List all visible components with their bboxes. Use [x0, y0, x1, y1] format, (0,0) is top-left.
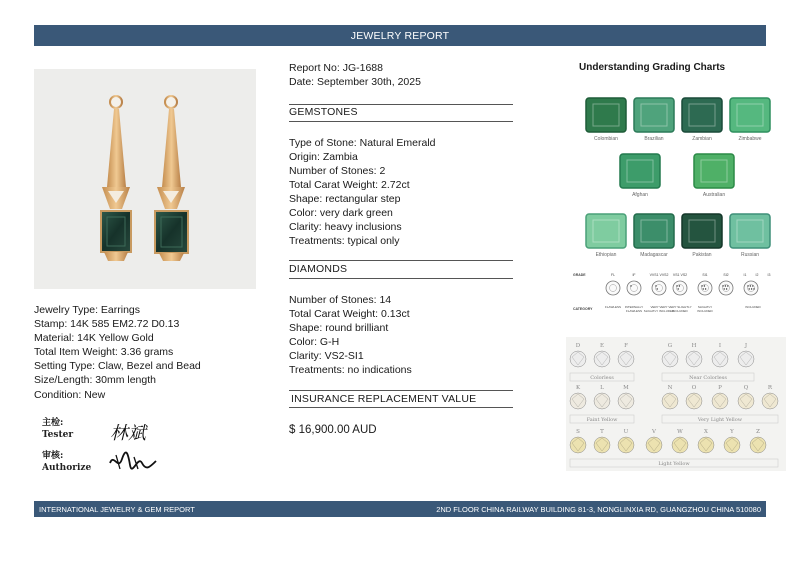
color-grade-letter: L [600, 385, 604, 391]
color-grade-diamond [750, 437, 766, 453]
clarity-category-label: INTERNALLY FLAWLESS [624, 305, 644, 313]
clarity-grade-label: SI1 [702, 273, 708, 277]
color-group-label: Faint Yellow [586, 417, 618, 423]
color-grade-diamond [662, 351, 678, 367]
spec-material: Material: 14K Yellow Gold [34, 332, 154, 345]
emerald-origin-label: Zimbabwe [738, 136, 762, 142]
color-grade-diamond [712, 393, 728, 409]
color-grade-diamond [672, 437, 688, 453]
tester-label-cn: 主检: [42, 418, 64, 428]
color-grade-letter: G [667, 343, 673, 349]
emerald-sample [730, 214, 770, 248]
divider [289, 278, 513, 279]
color-group-label: Colorless [590, 375, 614, 381]
diamond-treatments: Treatments: no indications [289, 364, 412, 376]
clarity-diamond-icon [606, 281, 620, 295]
color-grade-letter: W [677, 429, 683, 435]
clarity-diamond-icon [698, 281, 712, 295]
color-grade-letter: J [744, 343, 748, 349]
gem-carat: Total Carat Weight: 2.72ct [289, 179, 410, 191]
tester-label-en: Tester [42, 430, 74, 440]
emerald-origin-label: Zambian [692, 136, 712, 142]
spec-weight: Total Item Weight: 3.36 grams [34, 346, 174, 359]
color-grade-letter: O [691, 385, 697, 391]
clarity-diamond-icon [652, 281, 666, 295]
diamonds-list [289, 293, 513, 377]
color-grade-letter: P [718, 385, 722, 391]
report-number: Report No: JG-1688 [289, 62, 383, 74]
divider [289, 104, 513, 105]
color-grade-letter: H [691, 343, 697, 349]
divider [289, 390, 513, 391]
clarity-category-label: FLAWLESS [605, 305, 621, 309]
color-grade-diamond [762, 393, 778, 409]
diamonds-heading: DIAMONDS [289, 263, 348, 275]
spec-stamp: Stamp: 14K 585 EM2.72 D0.13 [34, 318, 180, 331]
clarity-diamond-icon [719, 281, 733, 295]
authorize-label-en: Authorize [42, 463, 92, 473]
color-grade-letter: X [704, 429, 708, 435]
divider [289, 407, 513, 408]
earrings-illustration [34, 69, 256, 289]
clarity-grade-row-label: GRADE [573, 273, 586, 277]
emerald-origin-label: Ethiopian [595, 252, 617, 258]
footer-org: INTERNATIONAL JEWELRY & GEM REPORT [39, 504, 195, 514]
color-grade-diamond [698, 437, 714, 453]
clarity-grade-label: SI2 [723, 273, 729, 277]
color-grade-letter: D [575, 343, 581, 349]
color-grade-letter: N [667, 385, 673, 391]
gem-color: Color: very dark green [289, 207, 393, 219]
color-grade-letter: U [623, 429, 629, 435]
spec-jewelry-type: Jewelry Type: Earrings [34, 304, 141, 316]
spec-condition: Condition: New [34, 388, 106, 401]
earrings-photo [34, 69, 256, 289]
clarity-category-label: VERY SLIGHTLY INCLUDED [668, 305, 692, 313]
diamond-color-chart [566, 337, 786, 471]
color-group-label: Very Light Yellow [697, 417, 743, 423]
emerald-sample [586, 214, 626, 248]
emerald-sample [634, 214, 674, 248]
color-grade-letter: S [576, 429, 580, 435]
authorize-label-cn: 审核: [42, 451, 64, 461]
handwritten-signatures [104, 413, 164, 475]
report-header-banner [34, 25, 766, 46]
tester-signature: 林斌 [110, 423, 146, 444]
emerald-origin-label: Russian [740, 252, 760, 258]
clarity-category-label: INCLUDED [745, 305, 761, 309]
color-grade-diamond [738, 393, 754, 409]
clarity-category-label: SLIGHTLY INCLUDED [697, 305, 713, 313]
spec-size: Size/Length: 30mm length [34, 374, 156, 387]
insurance-value: $ 16,900.00 AUD [289, 424, 377, 436]
color-grade-diamond [712, 351, 728, 367]
color-grade-letter: R [767, 385, 773, 391]
diamond-carat: Total Carat Weight: 0.13ct [289, 308, 410, 320]
color-grade-letter: V [652, 429, 656, 435]
clarity-diamond-icon [673, 281, 687, 295]
color-grade-diamond [738, 351, 754, 367]
emerald-origin-label: Brazilian [644, 136, 664, 142]
diamond-shape: Shape: round brilliant [289, 322, 389, 334]
grading-title: Understanding Grading Charts [579, 62, 726, 73]
emerald-sample [682, 98, 722, 132]
clarity-diamond-icon [627, 281, 641, 295]
color-grade-diamond [662, 393, 678, 409]
gem-type: Type of Stone: Natural Emerald [289, 137, 436, 149]
color-grade-diamond [646, 437, 662, 453]
color-grade-letter: M [623, 385, 629, 391]
gem-treatments: Treatments: typical only [289, 235, 400, 247]
report-date: Date: September 30th, 2025 [289, 76, 421, 88]
gem-origin: Origin: Zambia [289, 151, 358, 163]
color-grade-letter: Q [743, 385, 749, 391]
clarity-grade-label: I1 [743, 273, 747, 277]
divider [289, 260, 513, 261]
color-grade-diamond [570, 393, 586, 409]
emerald-sample [620, 154, 660, 188]
gem-count: Number of Stones: 2 [289, 165, 386, 177]
gemstones-list [289, 136, 513, 248]
emerald-origin-label: Afghan [632, 192, 648, 198]
gem-clarity: Clarity: heavy inclusions [289, 221, 402, 233]
report-meta [289, 61, 513, 89]
color-grade-diamond [618, 393, 634, 409]
clarity-category-row-label: CATEGORY [573, 307, 593, 311]
gem-shape: Shape: rectangular step [289, 193, 401, 205]
clarity-grade-label: VS1 VS2 [672, 273, 688, 277]
color-grade-diamond [724, 437, 740, 453]
color-grade-letter: K [575, 385, 581, 391]
color-group-label: Near Colorless [689, 375, 727, 381]
color-grade-diamond [594, 437, 610, 453]
color-grade-diamond [594, 393, 610, 409]
color-grade-letter: T [600, 429, 604, 435]
color-grade-diamond [594, 351, 610, 367]
color-grade-diamond [570, 437, 586, 453]
emerald-origin-label: Madagascar [640, 252, 668, 258]
color-grade-letter: Z [756, 429, 760, 435]
clarity-grade-label: I2 [755, 273, 759, 277]
clarity-grade-label: I3 [767, 273, 771, 277]
color-grade-diamond [618, 437, 634, 453]
color-group-label: Light Yellow [658, 461, 690, 467]
color-grade-letter: F [624, 343, 628, 349]
diamond-clarity-chart [571, 266, 776, 318]
insurance-heading: INSURANCE REPLACEMENT VALUE [291, 393, 477, 405]
clarity-grade-label: IF [632, 273, 636, 277]
emerald-sample [694, 154, 734, 188]
emerald-sample [586, 98, 626, 132]
color-grade-diamond [686, 351, 702, 367]
clarity-category-label: VERY VERY SLIGHTLY INCLUDED [643, 305, 675, 313]
emerald-origin-label: Pakistan [692, 252, 712, 258]
divider [289, 121, 513, 122]
jewelry-specs [34, 303, 201, 402]
clarity-grade-label: VVS1 VVS2 [649, 273, 669, 277]
diamond-clarity: Clarity: VS2-SI1 [289, 350, 364, 362]
emerald-sample [730, 98, 770, 132]
color-grade-diamond [570, 351, 586, 367]
color-grade-letter: E [599, 343, 605, 349]
diamond-count: Number of Stones: 14 [289, 294, 392, 306]
clarity-grade-label: FL [610, 273, 616, 277]
color-grade-diamond [618, 351, 634, 367]
diamond-color: Color: G-H [289, 336, 340, 348]
emerald-origin-chart [582, 90, 774, 262]
report-footer-banner [34, 501, 766, 517]
report-title: JEWELRY REPORT [350, 29, 450, 42]
emerald-sample [682, 214, 722, 248]
color-grade-letter: I [718, 343, 722, 349]
color-grade-diamond [686, 393, 702, 409]
clarity-diamond-icon [744, 281, 758, 295]
gemstones-heading: GEMSTONES [289, 106, 358, 118]
signature-block [34, 413, 164, 475]
emerald-sample [634, 98, 674, 132]
color-grade-letter: Y [730, 429, 734, 435]
emerald-origin-label: Australian [702, 192, 726, 198]
footer-address: 2ND FLOOR CHINA RAILWAY BUILDING 81-3, NONGLINXIA RD, GUANGZHOU CHINA 510080 [436, 504, 761, 514]
emerald-origin-label: Colombian [594, 136, 618, 142]
spec-setting: Setting Type: Claw, Bezel and Bead [34, 360, 201, 373]
